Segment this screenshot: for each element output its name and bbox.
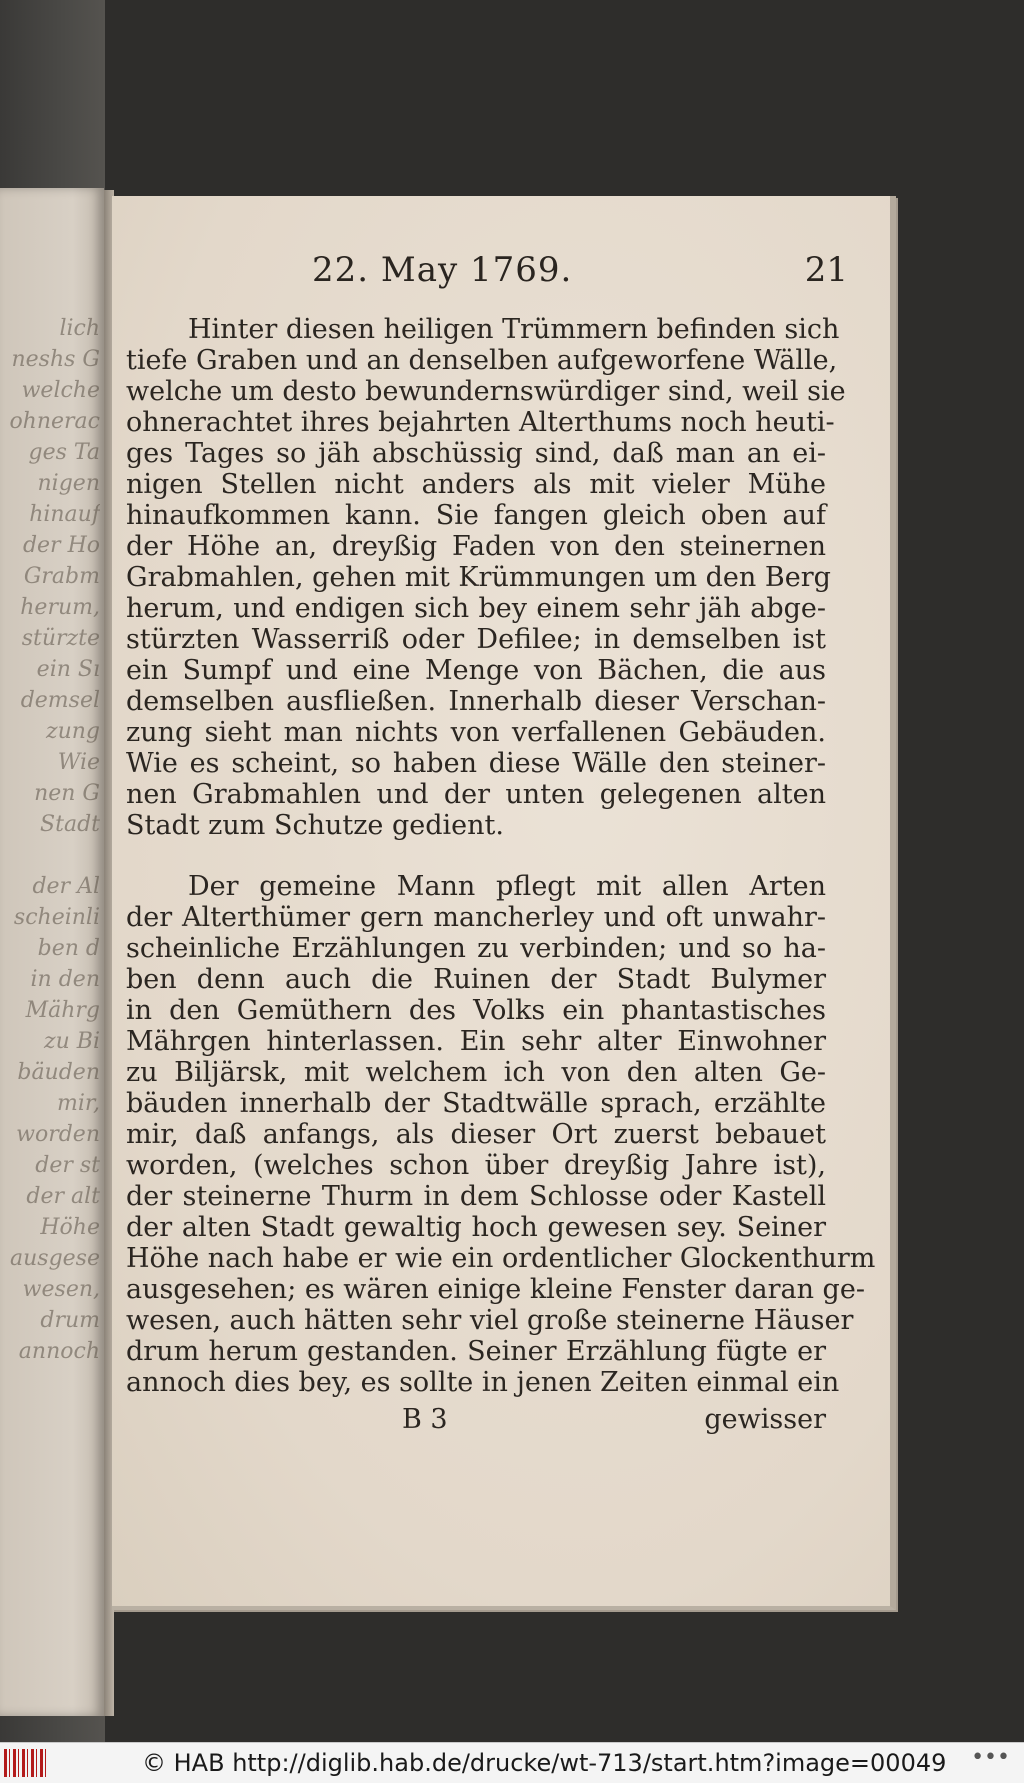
previous-page-text: bäuden <box>17 1060 100 1085</box>
previous-page-text: Wie <box>57 750 100 775</box>
previous-page-text: der Al <box>32 874 100 899</box>
text-line: hinaufkommen kann. Sie fangen gleich oben auf <box>126 500 826 531</box>
signature-mark: B 3 <box>402 1404 448 1435</box>
text-line: tiefe Graben und an denselben aufgeworfene Wälle, <box>126 345 838 376</box>
previous-page-text: drum <box>40 1308 100 1333</box>
previous-page-text: ohnerac <box>9 409 100 434</box>
previous-page-text: neshs G <box>11 347 100 372</box>
body-text <box>112 314 876 1398</box>
text-line: Stadt zum Schutze gedient. <box>126 810 504 841</box>
text-line: der steinerne Thurm in dem Schlosse oder Kastell <box>126 1181 826 1212</box>
previous-page-text: welche <box>21 378 100 403</box>
previous-page-text: ben d <box>37 936 100 961</box>
text-line: der alten Stadt gewaltig hoch gewesen sey. Seiner <box>126 1212 826 1243</box>
text-line: nigen Stellen nicht anders als mit vieler Mühe <box>126 469 826 500</box>
text-line: Höhe nach habe er wie ein ordentlicher Glockenthurm <box>126 1243 876 1274</box>
previous-page-text: stürzte <box>21 626 100 651</box>
previous-page-text: demsel <box>20 688 100 713</box>
text-line: in den Gemüthern des Volks ein phantastisches <box>126 995 826 1026</box>
book-page <box>112 196 896 1610</box>
previous-page-text: der Ho <box>22 533 100 558</box>
previous-page-text: wesen, <box>22 1277 100 1302</box>
text-line: welche um desto bewundernswürdiger sind, weil sie <box>126 376 846 407</box>
status-bar <box>0 1742 1024 1783</box>
previous-page-text: worden <box>16 1122 100 1147</box>
text-line: der Höhe an, dreyßig Faden von den steinernen <box>126 531 826 562</box>
text-line: zung sieht man nichts von verfallenen Gebäuden. <box>126 717 826 748</box>
catchword: gewisser <box>704 1404 826 1435</box>
previous-page-text: ges Ta <box>28 440 100 465</box>
more-options-icon[interactable]: ••• <box>971 1745 1010 1770</box>
text-line: Hinter diesen heiligen Trümmern befinden sich <box>188 314 840 345</box>
previous-page-edge <box>0 188 104 1716</box>
text-line: zu Biljärsk, mit welchem ich von den alten Ge- <box>126 1057 826 1088</box>
text-line: drum herum gestanden. Seiner Erzählung fügte er <box>126 1336 826 1367</box>
text-line: scheinliche Erzählungen zu verbinden; und so ha- <box>126 933 826 964</box>
paragraph-gap <box>126 841 826 871</box>
previous-page-text: ein Sı <box>36 657 100 682</box>
previous-page-text: herum, <box>20 595 100 620</box>
text-line: worden, (welches schon über dreyßig Jahre ist), <box>126 1150 826 1181</box>
previous-page-text: Stadt <box>40 812 100 837</box>
text-line: ben denn auch die Ruinen der Stadt Bulymer <box>126 964 826 995</box>
barcode-icon <box>4 1749 46 1777</box>
text-line: Grabmahlen, gehen mit Krümmungen um den Berg <box>126 562 831 593</box>
text-line: annoch dies bey, es sollte in jenen Zeiten einmal ein <box>126 1367 840 1398</box>
previous-page-text: ausgese <box>10 1246 100 1271</box>
previous-page-text: in den <box>30 967 100 992</box>
previous-page-text: zung <box>45 719 100 744</box>
previous-page-text: scheinli <box>13 905 100 930</box>
previous-page-text: nen G <box>34 781 100 806</box>
text-line: nen Grabmahlen und der unten gelegenen alten <box>126 779 826 810</box>
text-line: ges Tages so jäh abschüssig sind, daß man an ei- <box>126 438 826 469</box>
previous-page-text: mir, <box>57 1091 100 1116</box>
previous-page-text: lich <box>59 316 100 341</box>
text-line: herum, und endigen sich bey einem sehr jäh abge- <box>126 593 826 624</box>
previous-page-text: Grabm <box>23 564 100 589</box>
text-line: ausgesehen; es wären einige kleine Fenster daran ge- <box>126 1274 865 1305</box>
text-line: der Alterthümer gern mancherley und oft unwahr- <box>126 902 826 933</box>
text-line: Mährgen hinterlassen. Ein sehr alter Einwohner <box>126 1026 826 1057</box>
previous-page-text: zu Bi <box>44 1029 100 1054</box>
previous-page-text: der st <box>35 1153 100 1178</box>
previous-page-text: Mährg <box>25 998 100 1023</box>
text-line: mir, daß anfangs, als dieser Ort zuerst bebauet <box>126 1119 826 1150</box>
running-head: 22. May 1769. <box>312 250 573 290</box>
previous-page-text: annoch <box>18 1339 100 1364</box>
previous-page-text: hinauf <box>29 502 100 527</box>
text-line: Wie es scheint, so haben diese Wälle den steiner- <box>126 748 826 779</box>
text-line: Der gemeine Mann pflegt mit allen Arten <box>188 871 826 902</box>
previous-page-text: nigen <box>37 471 100 496</box>
text-line: wesen, auch hätten sehr viel große steinerne Häuser <box>126 1305 854 1336</box>
copyright-url-text[interactable]: © HAB http://diglib.hab.de/drucke/wt-713/start.htm?image=00049 <box>142 1749 947 1777</box>
text-line: demselben ausfließen. Innerhalb dieser Verschan- <box>126 686 826 717</box>
text-line: ein Sumpf und eine Menge von Bächen, die aus <box>126 655 826 686</box>
previous-page-text: der alt <box>26 1184 100 1209</box>
text-line: bäuden innerhalb der Stadtwälle sprach, erzählte <box>126 1088 826 1119</box>
previous-page-text: Höhe <box>40 1215 100 1240</box>
text-line: stürzten Wasserriß oder Defilee; in demselben ist <box>126 624 826 655</box>
page-number: 21 <box>804 250 848 290</box>
text-line: ohnerachtet ihres bejahrten Alterthums noch heuti- <box>126 407 835 438</box>
